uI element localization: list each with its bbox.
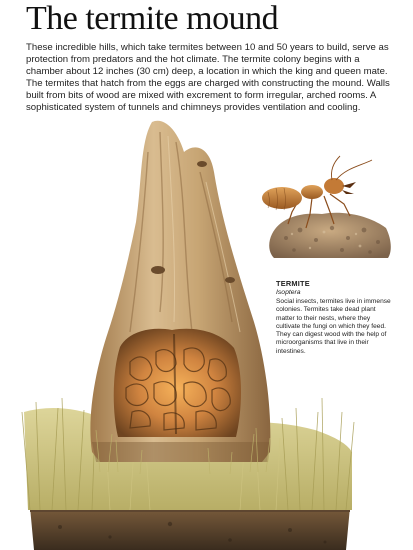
termite-caption (276, 280, 396, 356)
caption-scientific-name: Isoptera (276, 288, 301, 296)
page-title: The termite mound (26, 0, 279, 37)
soil-cross-section-icon (30, 507, 350, 550)
wood-pile-icon (269, 213, 391, 258)
caption-title: TERMITE (276, 279, 310, 288)
caption-body: Social insects, termites live in immense colonies. Termites take dead plant matter to their nests, where they cultivate the fungi on which they feed. They can digest wood with the help of microorganisms that live in their intestines. (276, 298, 391, 355)
intro-paragraph: These incredible hills, which take termites between 10 and 50 years to build, serve as protection from predators and the hot climate. The termite colony begins with a chamber about 12 inches (30 cm) deep, a location in which the king and queen mate. The termites that hatch from the eggs are charged with constructing the mound. Walls built from bits of wood are mixed with excrement to form irregular, arched rooms. A sophisticated system of tunnels and chimneys provides ventilation and cooling. (26, 42, 390, 113)
termite-mound (90, 121, 270, 462)
